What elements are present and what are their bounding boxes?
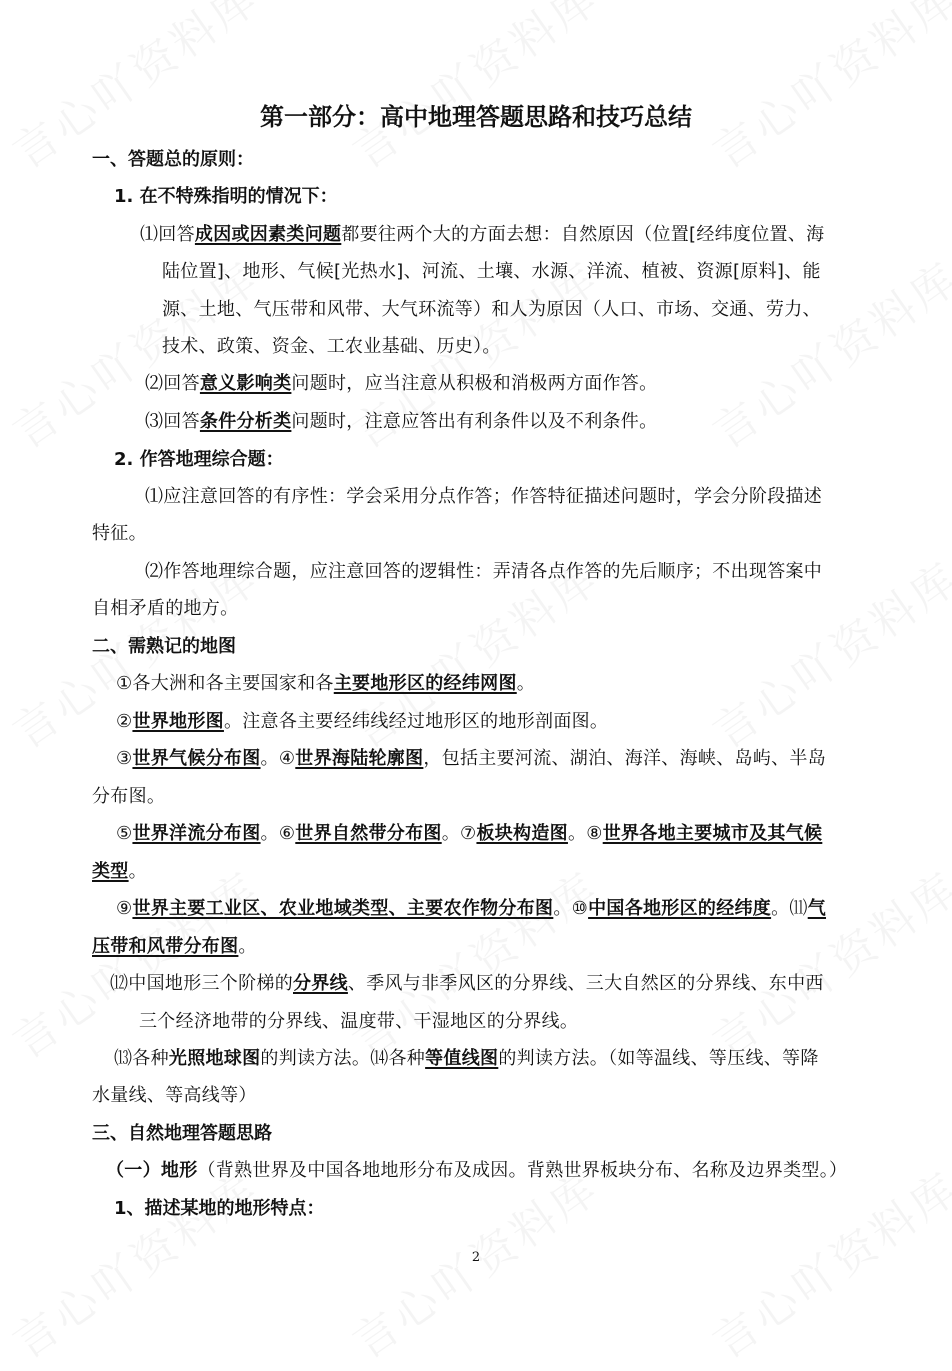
map-item-12 [110, 972, 952, 996]
text: 。④ [260, 748, 296, 769]
key-term: 光照地球图 [168, 1048, 261, 1069]
map-item-5-8 [116, 822, 952, 846]
paragraph-line: 源、土地、气压带和风带、大气环流等）和人为原因（人口、市场、交通、劳力、 [162, 299, 821, 320]
prefix: ⑴回答 [140, 224, 195, 245]
key-term: 成因或因素类问题 [194, 224, 342, 245]
map-item-2 [116, 710, 952, 734]
text: 。 [516, 673, 536, 694]
prefix: ⑵回答 [145, 373, 200, 394]
text: ② [116, 711, 133, 732]
text: ⑿中国地形三个阶梯的 [110, 973, 293, 994]
text: 。⑥ [260, 823, 296, 844]
section-heading-2: 二、需熟记的地图 [92, 636, 236, 657]
map-item-13-14 [114, 1047, 952, 1071]
text: 的判读方法。（如等温线、等压线、等降 [498, 1048, 819, 1069]
subsection-heading-1-1: 1. 在不特殊指明的情况下： [114, 186, 338, 207]
page-number: 2 [471, 1250, 481, 1265]
text: ⒀各种 [114, 1048, 169, 1069]
key-term: 世界各地主要城市及其气候 [602, 823, 823, 844]
text: 。⑦ [441, 823, 477, 844]
paragraph-line: 分布图。 [92, 786, 166, 807]
paragraph-line: 陆位置]、地形、气候[光热水]、河流、土壤、水源、洋流、植被、资源[原料]、能 [162, 261, 821, 282]
text: 问题时，注意应答出有利条件以及不利条件。 [291, 411, 658, 432]
subsection-label: （一）地形 [106, 1160, 198, 1181]
watermark [698, 853, 952, 1071]
subsection-heading-1-2: 2. 作答地理综合题： [114, 449, 284, 470]
text: 都要往两个大的方面去想：自然原因（位置[经纬度位置、海 [341, 224, 825, 245]
text: ，包括主要河流、湖泊、海洋、海峡、岛屿、半岛 [423, 748, 827, 769]
text: 问题时，应当注意从积极和消极两方面作答。 [291, 373, 658, 394]
key-term: 条件分析类 [199, 411, 292, 432]
paragraph-line: 水量线、等高线等） [92, 1085, 257, 1106]
text: 。注意各主要经纬线经过地形区的地形剖面图。 [223, 711, 609, 732]
map-item-3-4 [116, 747, 952, 771]
text: ⑨ [116, 898, 133, 919]
paragraph-conditions [145, 410, 952, 434]
key-term: 世界主要工业区、农业地域类型、主要农作物分布图 [132, 898, 554, 919]
paragraph-line: ⑵作答地理综合题，应注意回答的逻辑性：弄清各点作答的先后顺序；不出现答案中 [145, 561, 823, 582]
key-term: 分界线 [293, 973, 348, 994]
key-term: 板块构造图 [476, 823, 568, 844]
key-term: 世界海陆轮廓图 [295, 748, 424, 769]
key-term: 类型 [92, 861, 129, 882]
text: ⑤ [116, 823, 133, 844]
key-term: 气 [807, 898, 827, 919]
page-title: 第一部分：高中地理答题思路和技巧总结 [260, 103, 692, 131]
prefix: ⑶回答 [145, 411, 200, 432]
map-item-9-11 [116, 897, 952, 921]
paragraph-line: ⑴应注意回答的有序性：学会采用分点作答；作答特征描述问题时，学会分阶段描述 [145, 486, 823, 507]
text: 。⑾ [771, 898, 808, 919]
text: 的判读方法。⒁各种 [260, 1048, 426, 1069]
subsection-landform [106, 1159, 952, 1183]
text: ①各大洲和各主要国家和各 [116, 673, 334, 694]
key-term: 世界气候分布图 [132, 748, 261, 769]
watermark [338, 853, 611, 1071]
text: 。⑩ [553, 898, 589, 919]
text: ③ [116, 748, 133, 769]
map-item-1 [116, 672, 952, 696]
item-heading: 1、描述某地的地形特点： [114, 1198, 325, 1219]
text: 。⑧ [567, 823, 603, 844]
key-term: 世界洋流分布图 [132, 823, 261, 844]
paragraph-line [92, 860, 952, 884]
text: 、季风与非季风区的分界线、三大自然区的分界线、东中西 [347, 973, 824, 994]
text: 。 [238, 936, 257, 957]
key-term: 压带和风带分布图 [92, 936, 239, 957]
section-heading-3: 三、自然地理答题思路 [92, 1123, 272, 1144]
key-term: 意义影响类 [199, 373, 292, 394]
paragraph-cause-factors [140, 223, 952, 247]
paragraph-line: 自相矛盾的地方。 [92, 598, 239, 619]
key-term: 世界地形图 [132, 711, 224, 732]
text: 。 [128, 861, 147, 882]
watermark [0, 853, 270, 1071]
section-heading-1: 一、答题总的原则： [92, 149, 254, 170]
key-term: 世界自然带分布图 [295, 823, 442, 844]
paragraph-line: 技术、政策、资金、工农业基础、历史）。 [162, 336, 501, 357]
paragraph-line: 特征。 [92, 523, 147, 544]
key-term: 等值线图 [425, 1048, 499, 1069]
key-term: 主要地形区的经纬网图 [333, 673, 517, 694]
key-term: 中国各地形区的经纬度 [588, 898, 772, 919]
paragraph-significance [145, 372, 952, 396]
paragraph-line [92, 935, 952, 959]
text: （背熟世界及中国各地地形分布及成因。背熟世界板块分布、名称及边界类型。） [197, 1160, 848, 1181]
paragraph-line: 三个经济地带的分界线、温度带、干湿地区的分界线。 [139, 1011, 579, 1032]
